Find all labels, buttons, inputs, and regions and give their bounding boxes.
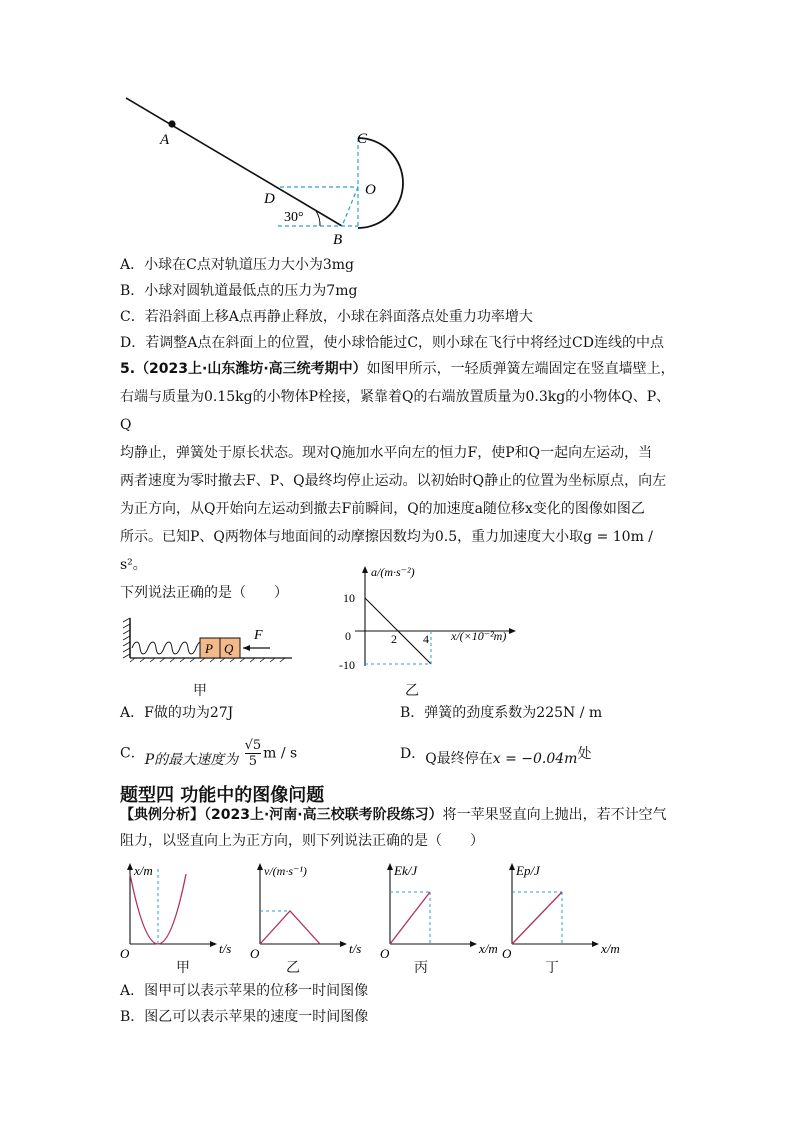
caption-graph-yi: 乙 [286, 960, 300, 976]
example-source: （2023上·河南·高三校联考阶段练习） [204, 807, 443, 823]
fraction-numerator: √5 [244, 738, 262, 753]
label-angle: 30° [284, 210, 304, 225]
ax-x2: 2 [391, 632, 397, 646]
graph-bing-xlabel: x/m [479, 941, 498, 956]
example-line-2: 阻力，以竖直向上为正方向，则下列说法正确的是（ ） [120, 833, 484, 849]
caption-jia: 甲 [193, 683, 207, 699]
graph-bing-ylabel: Ek/J [394, 863, 418, 878]
example-tag: 【典例分析】 [120, 807, 204, 823]
q5-option-d [400, 744, 592, 767]
graph-yi-xlabel: t/s [349, 941, 362, 956]
spring-figure [120, 612, 300, 692]
q4-option-d: D．若调整A点在斜面上的位置，使小球恰能过C，则小球在飞行中将经过CD连线的中点 [120, 335, 664, 351]
q5-option-d-prefix: D． [400, 746, 426, 762]
q5-line-2: 均静止，弹簧处于原长状态。现对Q施加水平向左的恒力F，使P和Q一起向左运动，当 [120, 445, 653, 461]
q5-option-c-prefix: C． [120, 745, 145, 762]
q5-line-0: 如图甲所示，一轻质弹簧左端固定在竖直墙壁上， [366, 361, 675, 377]
graph-ding [500, 858, 640, 958]
q5-line-5: 所示。已知P、Q两物体与地面间的动摩擦因数均为0.5，重力加速度大小取g = 10m / s²。 [120, 529, 654, 573]
q4-option-c: C．若沿斜面上移A点再静止释放，小球在斜面落点处重力功率增大 [120, 309, 533, 325]
label-P: P [205, 641, 213, 656]
graph-jia-ylabel: x/m [134, 863, 153, 878]
ax-y-top: 10 [343, 591, 355, 605]
q5-option-c-text: P的最大速度为 [144, 751, 239, 768]
fraction-denominator: 5 [248, 754, 258, 769]
q5-line-3: 两者速度为零时撤去F、P、Q最终均停止运动。以初始时Q静止的位置为坐标原点，向左 [120, 473, 667, 489]
caption-yi: 乙 [405, 683, 419, 699]
ax-y-zero: 0 [345, 629, 351, 643]
graph-jia-xlabel: t/s [219, 941, 232, 956]
label-C: C [357, 131, 368, 147]
graph-jia [118, 858, 248, 958]
example-stem [120, 802, 680, 854]
q5-option-d-text: Q最终停在 [425, 751, 493, 767]
q4-option-b: B．小球对圆轨道最低点的压力为7mg [120, 283, 358, 299]
label-F: F [254, 628, 263, 643]
ax-xlabel: x/(×10⁻²m) [451, 629, 507, 643]
label-O: O [365, 182, 376, 198]
q5-number: 5. [120, 361, 136, 377]
q5-line-4: 为正方向，从Q开始向左运动到撤去F前瞬间，Q的加速度a随位移x变化的图像如图乙 [120, 501, 645, 517]
graph-jia-origin: O [120, 946, 130, 958]
incline-figure [120, 90, 440, 250]
graph-yi-ylabel: v/(m·s⁻¹) [264, 864, 307, 878]
q5-option-a: A．F做的功为27J [120, 705, 234, 721]
q5-option-d-eq: x = −0.04m [492, 751, 578, 767]
graph-yi-origin: O [250, 946, 260, 958]
caption-graph-ding: 丁 [545, 960, 559, 976]
ball [168, 120, 175, 127]
ax-ylabel: a/(m·s⁻²) [371, 565, 415, 579]
q5-line-1: 右端与质量为0.15kg的小物体P栓接，紧靠着Q的右端放置质量为0.3kg的小物体Q、P、Q [120, 389, 671, 433]
q4-option-a: A．小球在C点对轨道压力大小为3mg [120, 257, 354, 273]
q5-option-c [120, 738, 297, 770]
ax-y-bottom: -10 [339, 658, 355, 672]
label-B: B [333, 232, 343, 248]
q5-option-c-fraction [245, 738, 262, 769]
q5-option-b: B．弹簧的劲度系数为225N / m [400, 705, 603, 721]
label-A: A [160, 132, 170, 148]
q5-source: （2023上·山东潍坊·高三统考期中） [135, 361, 367, 377]
graph-ding-ylabel: Ep/J [516, 863, 540, 878]
graph-yi [248, 858, 378, 958]
caption-graph-bing: 丙 [414, 960, 428, 976]
q5-option-d-post: 处 [577, 746, 592, 762]
graph-bing-origin: O [380, 946, 390, 958]
example-option-a: A．图甲可以表示苹果的位移一时间图像 [120, 983, 369, 999]
label-Q: Q [224, 641, 234, 656]
q5-option-c-unit: m / s [263, 745, 298, 762]
ax-graph [335, 562, 525, 672]
ax-x4: 4 [423, 632, 429, 646]
graph-bing [378, 858, 508, 958]
graph-ding-xlabel: x/m [601, 941, 620, 956]
example-line-1: 将一苹果竖直向上抛出，若不计空气 [442, 807, 667, 823]
example-option-b: B．图乙可以表示苹果的速度一时间图像 [120, 1009, 369, 1025]
section-heading: 题型四 功能中的图像问题 [120, 785, 325, 806]
q5-line-6: 下列说法正确的是（ ） [120, 585, 288, 601]
graph-ding-origin: O [502, 946, 512, 958]
caption-graph-jia: 甲 [176, 960, 190, 976]
label-D: D [264, 191, 275, 207]
